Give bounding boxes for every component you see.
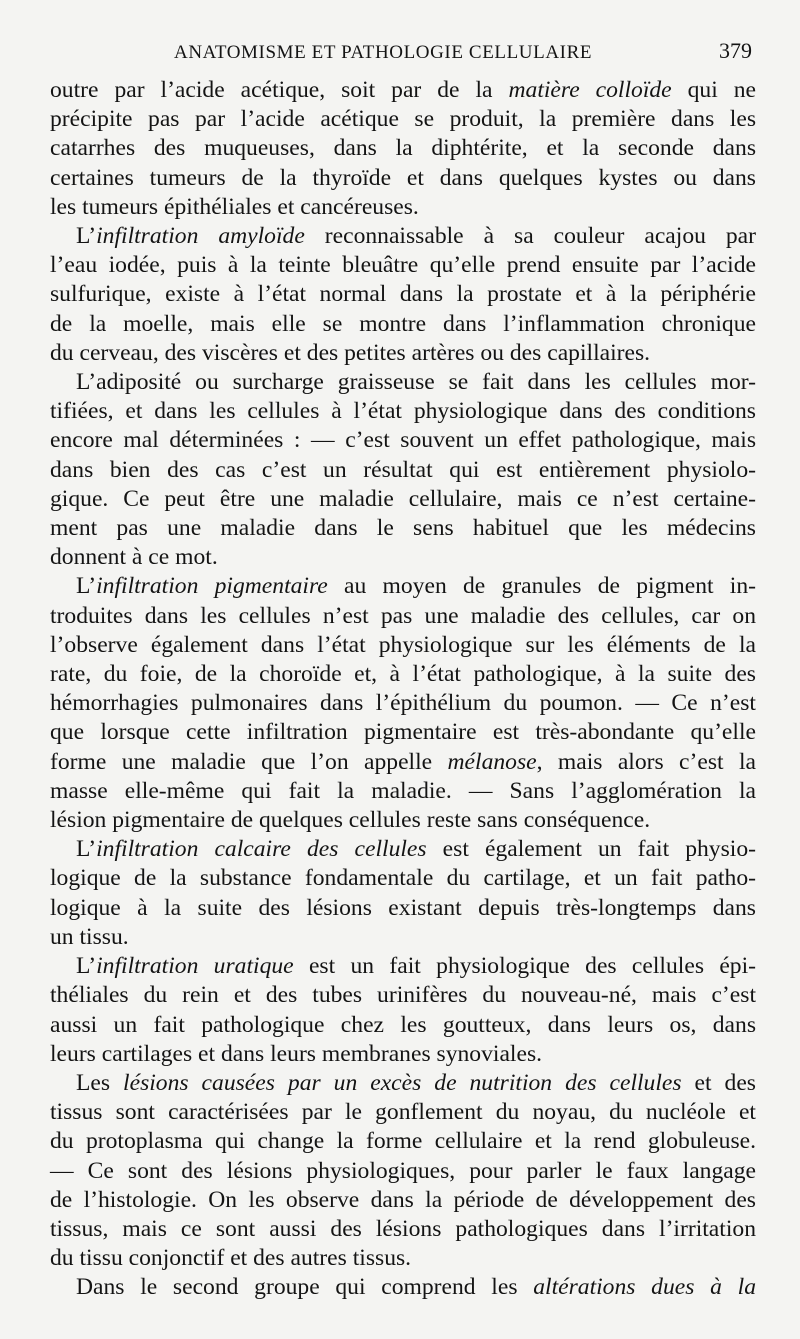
text-run: encore mal déterminées : — c’est souvent un effet pathologique, mais xyxy=(50,427,756,454)
text-run: L’ xyxy=(76,953,97,980)
text-run: masse elle-même qui fait la maladie. — Sans l’agglomération la xyxy=(50,777,756,804)
text-line xyxy=(50,981,756,1010)
text-line xyxy=(50,748,756,777)
text-line xyxy=(50,456,756,485)
text-run: sulfurique, existe à l’état normal dans la prostate et à la périphérie xyxy=(50,281,756,308)
text-run: au moyen de granules de pigment in- xyxy=(327,573,756,600)
text-line xyxy=(50,660,756,689)
text-line xyxy=(50,631,756,660)
text-line xyxy=(50,222,756,251)
text-line xyxy=(50,777,756,806)
italic-text: matière colloïde xyxy=(508,77,672,103)
italic-text: lésions causées par un excès de nutrition des cellules xyxy=(123,1069,682,1096)
text-run: tifiées, et dans les cellules à l’état physiologique dans des conditions xyxy=(50,398,756,425)
text-run: tissus, mais ce sont aussi des lésions pathologiques dans l’irritation xyxy=(50,1215,756,1242)
text-run: de l’histologie. On les observe dans la période de développement des xyxy=(50,1186,756,1213)
text-run: l’observe également dans l’état physiologique sur les éléments de la xyxy=(50,631,756,658)
running-title: ANATOMISME ET PATHOLOGIE CELLULAIRE xyxy=(174,42,593,63)
text-line xyxy=(50,1127,756,1156)
text-run: Les xyxy=(76,1069,124,1096)
text-run: donnent à ce mot. xyxy=(50,544,218,571)
text-run: rate, du foie, de la choroïde et, à l’état pathologique, à la suite des xyxy=(50,661,756,688)
text-run: leurs cartilages et dans leurs membranes synoviales. xyxy=(50,1040,543,1067)
paragraph xyxy=(50,368,756,572)
page-header xyxy=(50,36,756,76)
text-line xyxy=(50,251,756,280)
text-line xyxy=(50,1215,756,1244)
text-run: certaines tumeurs de la thyroïde et dans quelques kystes ou dans xyxy=(50,164,756,191)
text-run: L’ xyxy=(76,836,97,863)
text-line xyxy=(50,1011,756,1040)
text-line xyxy=(50,864,756,893)
text-run: gique. Ce peut être une maladie cellulaire, mais ce n’est certaine- xyxy=(50,485,756,512)
paragraph xyxy=(50,76,756,222)
text-line xyxy=(50,1273,756,1302)
text-line xyxy=(50,1186,756,1215)
text-run: ment pas une maladie dans le sens habituel que les médecins xyxy=(50,515,756,542)
body-text xyxy=(50,76,756,1303)
text-run: reconnaissable à sa couleur acajou par xyxy=(304,223,756,250)
paragraph xyxy=(50,1069,756,1273)
paragraph xyxy=(50,572,756,835)
text-line xyxy=(50,572,756,601)
text-run: de la moelle, mais elle se montre dans l’inflammation chronique xyxy=(50,310,756,337)
text-run: catarrhes des muqueuses, dans la diphtérite, et la seconde dans xyxy=(50,135,756,162)
text-run: un tissu. xyxy=(50,923,129,950)
text-line xyxy=(50,105,756,134)
paragraph xyxy=(50,222,756,368)
text-run: L’ xyxy=(76,223,97,250)
text-line xyxy=(50,193,756,222)
text-run: l’eau iodée, puis à la teinte bleuâtre qu’elle prend ensuite par l’acide xyxy=(50,252,756,279)
text-run: aussi un fait pathologique chez les goutteux, dans leurs os, dans xyxy=(50,1011,756,1038)
text-run: hémorrhagies pulmonaires dans l’épithélium du poumon. — Ce n’est xyxy=(50,690,756,717)
text-line xyxy=(50,76,756,105)
italic-text: infiltration amyloïde xyxy=(96,223,305,250)
text-run: logique de la substance fondamentale du cartilage, et un fait patho- xyxy=(50,865,756,892)
text-line xyxy=(50,1069,756,1098)
text-run: du protoplasma qui change la forme cellulaire et la rend globuleuse. xyxy=(50,1128,756,1155)
text-run: L’adiposité ou surcharge graisseuse se fait dans les cellules mor- xyxy=(76,369,756,396)
text-run: du tissu conjonctif et des autres tissus. xyxy=(50,1245,412,1272)
text-line xyxy=(50,514,756,543)
text-line xyxy=(50,602,756,631)
text-run: du cerveau, des viscères et des petites artères ou des capillaires. xyxy=(50,339,651,366)
text-line xyxy=(50,718,756,747)
text-run: les tumeurs épithéliales et cancéreuses. xyxy=(50,193,419,220)
paragraph xyxy=(50,952,756,1069)
text-line xyxy=(50,923,756,952)
text-line xyxy=(50,1157,756,1186)
text-line xyxy=(50,485,756,514)
text-run: L’ xyxy=(76,573,97,600)
text-line xyxy=(50,689,756,718)
text-line xyxy=(50,310,756,339)
text-line xyxy=(50,806,756,835)
text-line xyxy=(50,280,756,309)
text-line xyxy=(50,134,756,163)
text-run: est également un fait physio- xyxy=(426,836,756,863)
text-line xyxy=(50,835,756,864)
text-line xyxy=(50,1244,756,1273)
text-run: théliales du rein et des tubes urinifères du nouveau-né, mais c’est xyxy=(50,982,756,1009)
text-run: — Ce sont des lésions physiologiques, pour parler le faux langage xyxy=(50,1157,756,1184)
text-run: est un fait physiologique des cellules épi- xyxy=(293,953,756,980)
text-line xyxy=(50,368,756,397)
text-line xyxy=(50,1098,756,1127)
text-run: troduites dans les cellules n’est pas une maladie des cellules, car on xyxy=(50,602,756,629)
italic-text: infiltration uratique xyxy=(96,953,294,980)
text-run: dans bien des cas c’est un résultat qui est entièrement physiolo- xyxy=(50,456,756,483)
italic-text: mélanose xyxy=(447,748,537,775)
text-run: que lorsque cette infiltration pigmentaire est très-abondante qu’elle xyxy=(50,719,756,746)
italic-text: altérations dues à la xyxy=(533,1274,756,1301)
italic-text: infiltration calcaire des cellules xyxy=(96,836,427,863)
text-run: outre par l’acide acétique, soit par de la xyxy=(50,77,509,103)
text-line xyxy=(50,1040,756,1069)
page-number: 379 xyxy=(719,38,752,63)
text-run: qui ne xyxy=(671,77,756,103)
paragraph xyxy=(50,835,756,952)
text-run: lésion pigmentaire de quelques cellules reste sans conséquence. xyxy=(50,807,651,834)
text-line xyxy=(50,164,756,193)
text-line xyxy=(50,397,756,426)
text-line xyxy=(50,952,756,981)
text-run: logique à la suite des lésions existant depuis très-longtemps dans xyxy=(50,894,756,921)
text-line xyxy=(50,894,756,923)
text-line xyxy=(50,339,756,368)
text-line xyxy=(50,426,756,455)
paragraph xyxy=(50,1273,756,1302)
text-run: , mais alors c’est la xyxy=(536,748,756,775)
text-run: tissus sont caractérisées par le gonflement du noyau, du nucléole et xyxy=(50,1099,756,1126)
italic-text: infiltration pigmentaire xyxy=(96,573,328,600)
text-run: forme une maladie que l’on appelle xyxy=(50,748,448,775)
text-run: et des xyxy=(681,1069,756,1096)
text-run: précipite pas par l’acide acétique se produit, la première dans les xyxy=(50,106,756,133)
text-line xyxy=(50,543,756,572)
text-run: Dans le second groupe qui comprend les xyxy=(76,1274,534,1301)
